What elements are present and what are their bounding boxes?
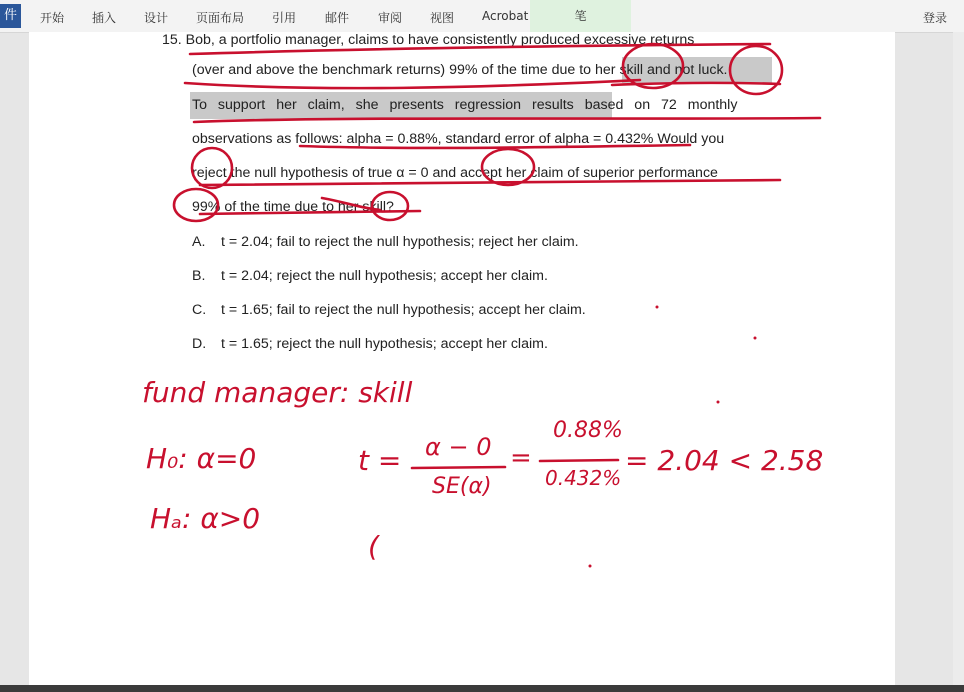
ink-underline <box>185 80 640 88</box>
option-b-text: t = 2.04; reject the null hypothesis; accept her claim. <box>221 268 548 284</box>
ink-circle <box>174 189 218 221</box>
hw-fraction1-numerator: α − 0 <box>425 433 492 461</box>
tab-pen[interactable]: 笔 <box>530 0 631 32</box>
ink-dot <box>754 337 757 340</box>
login-link[interactable]: 登录 <box>923 11 948 25</box>
fraction-bar <box>412 467 505 468</box>
question-line: (over and above the benchmark returns) 99% of the time due to her skill and not luck. <box>192 62 728 78</box>
tab-home[interactable]: 开始 <box>40 11 65 25</box>
option-a-letter: A. <box>192 234 206 250</box>
ink-circle <box>730 46 782 94</box>
hw-null-hypothesis: H₀: α=0 <box>146 442 257 475</box>
hw-result: = 2.04 < 2.58 <box>625 444 824 477</box>
ink-circle <box>192 148 232 188</box>
tab-review[interactable]: 审阅 <box>378 11 403 25</box>
hw-paren: ( <box>368 530 379 563</box>
ink-circle <box>372 192 408 220</box>
hw-heading: fund manager: skill <box>142 376 413 409</box>
hw-fraction2-numerator: 0.88% <box>553 418 623 443</box>
hw-fraction2-denominator: 0.432% <box>545 466 622 490</box>
option-c-text: t = 1.65; fail to reject the null hypothesis; accept her claim. <box>221 302 586 318</box>
option-b-letter: B. <box>192 268 206 284</box>
ink-dot <box>589 565 592 568</box>
ink-underline <box>300 145 690 148</box>
ink-dot <box>656 306 659 309</box>
tab-layout[interactable]: 页面布局 <box>196 11 245 25</box>
ink-circle <box>482 149 534 185</box>
ink-underline <box>200 211 420 214</box>
ink-circle <box>623 44 683 88</box>
tab-design[interactable]: 设计 <box>144 11 169 25</box>
file-tab[interactable]: 件 <box>0 4 21 28</box>
tab-insert[interactable]: 插入 <box>92 11 117 25</box>
option-c-letter: C. <box>192 302 207 318</box>
question-line: 99% of the time due to her skill? <box>192 199 394 215</box>
question-line: reject the null hypothesis of true α = 0 and accept her claim of superior performance <box>192 165 718 181</box>
ink-underline <box>190 44 770 54</box>
hw-equals: = <box>510 443 532 473</box>
question-line: observations as follows: alpha = 0.88%, standard error of alpha = 0.432% Would you <box>192 131 725 147</box>
tab-view[interactable]: 视图 <box>430 11 455 25</box>
hw-alt-hypothesis: Hₐ: α>0 <box>150 502 261 535</box>
tab-references[interactable]: 引用 <box>272 11 297 25</box>
ink-underline <box>194 118 820 122</box>
option-d-letter: D. <box>192 336 207 352</box>
tab-acrobat[interactable]: Acrobat <box>482 9 529 23</box>
tab-mailings[interactable]: 邮件 <box>325 11 350 25</box>
question-first-line: 15. Bob, a portfolio manager, claims to have consistently produced excessive returns <box>162 32 695 48</box>
fraction-bar <box>540 460 618 461</box>
option-a-text: t = 2.04; fail to reject the null hypothesis; reject her claim. <box>221 234 579 250</box>
question-line: To support her claim, she presents regression results based on 72 monthly <box>192 97 738 113</box>
option-d-text: t = 1.65; reject the null hypothesis; accept her claim. <box>221 336 548 352</box>
hw-t-label: t = <box>358 444 402 477</box>
ink-dot <box>717 401 720 404</box>
hw-fraction1-denominator: SE(α) <box>432 474 492 499</box>
